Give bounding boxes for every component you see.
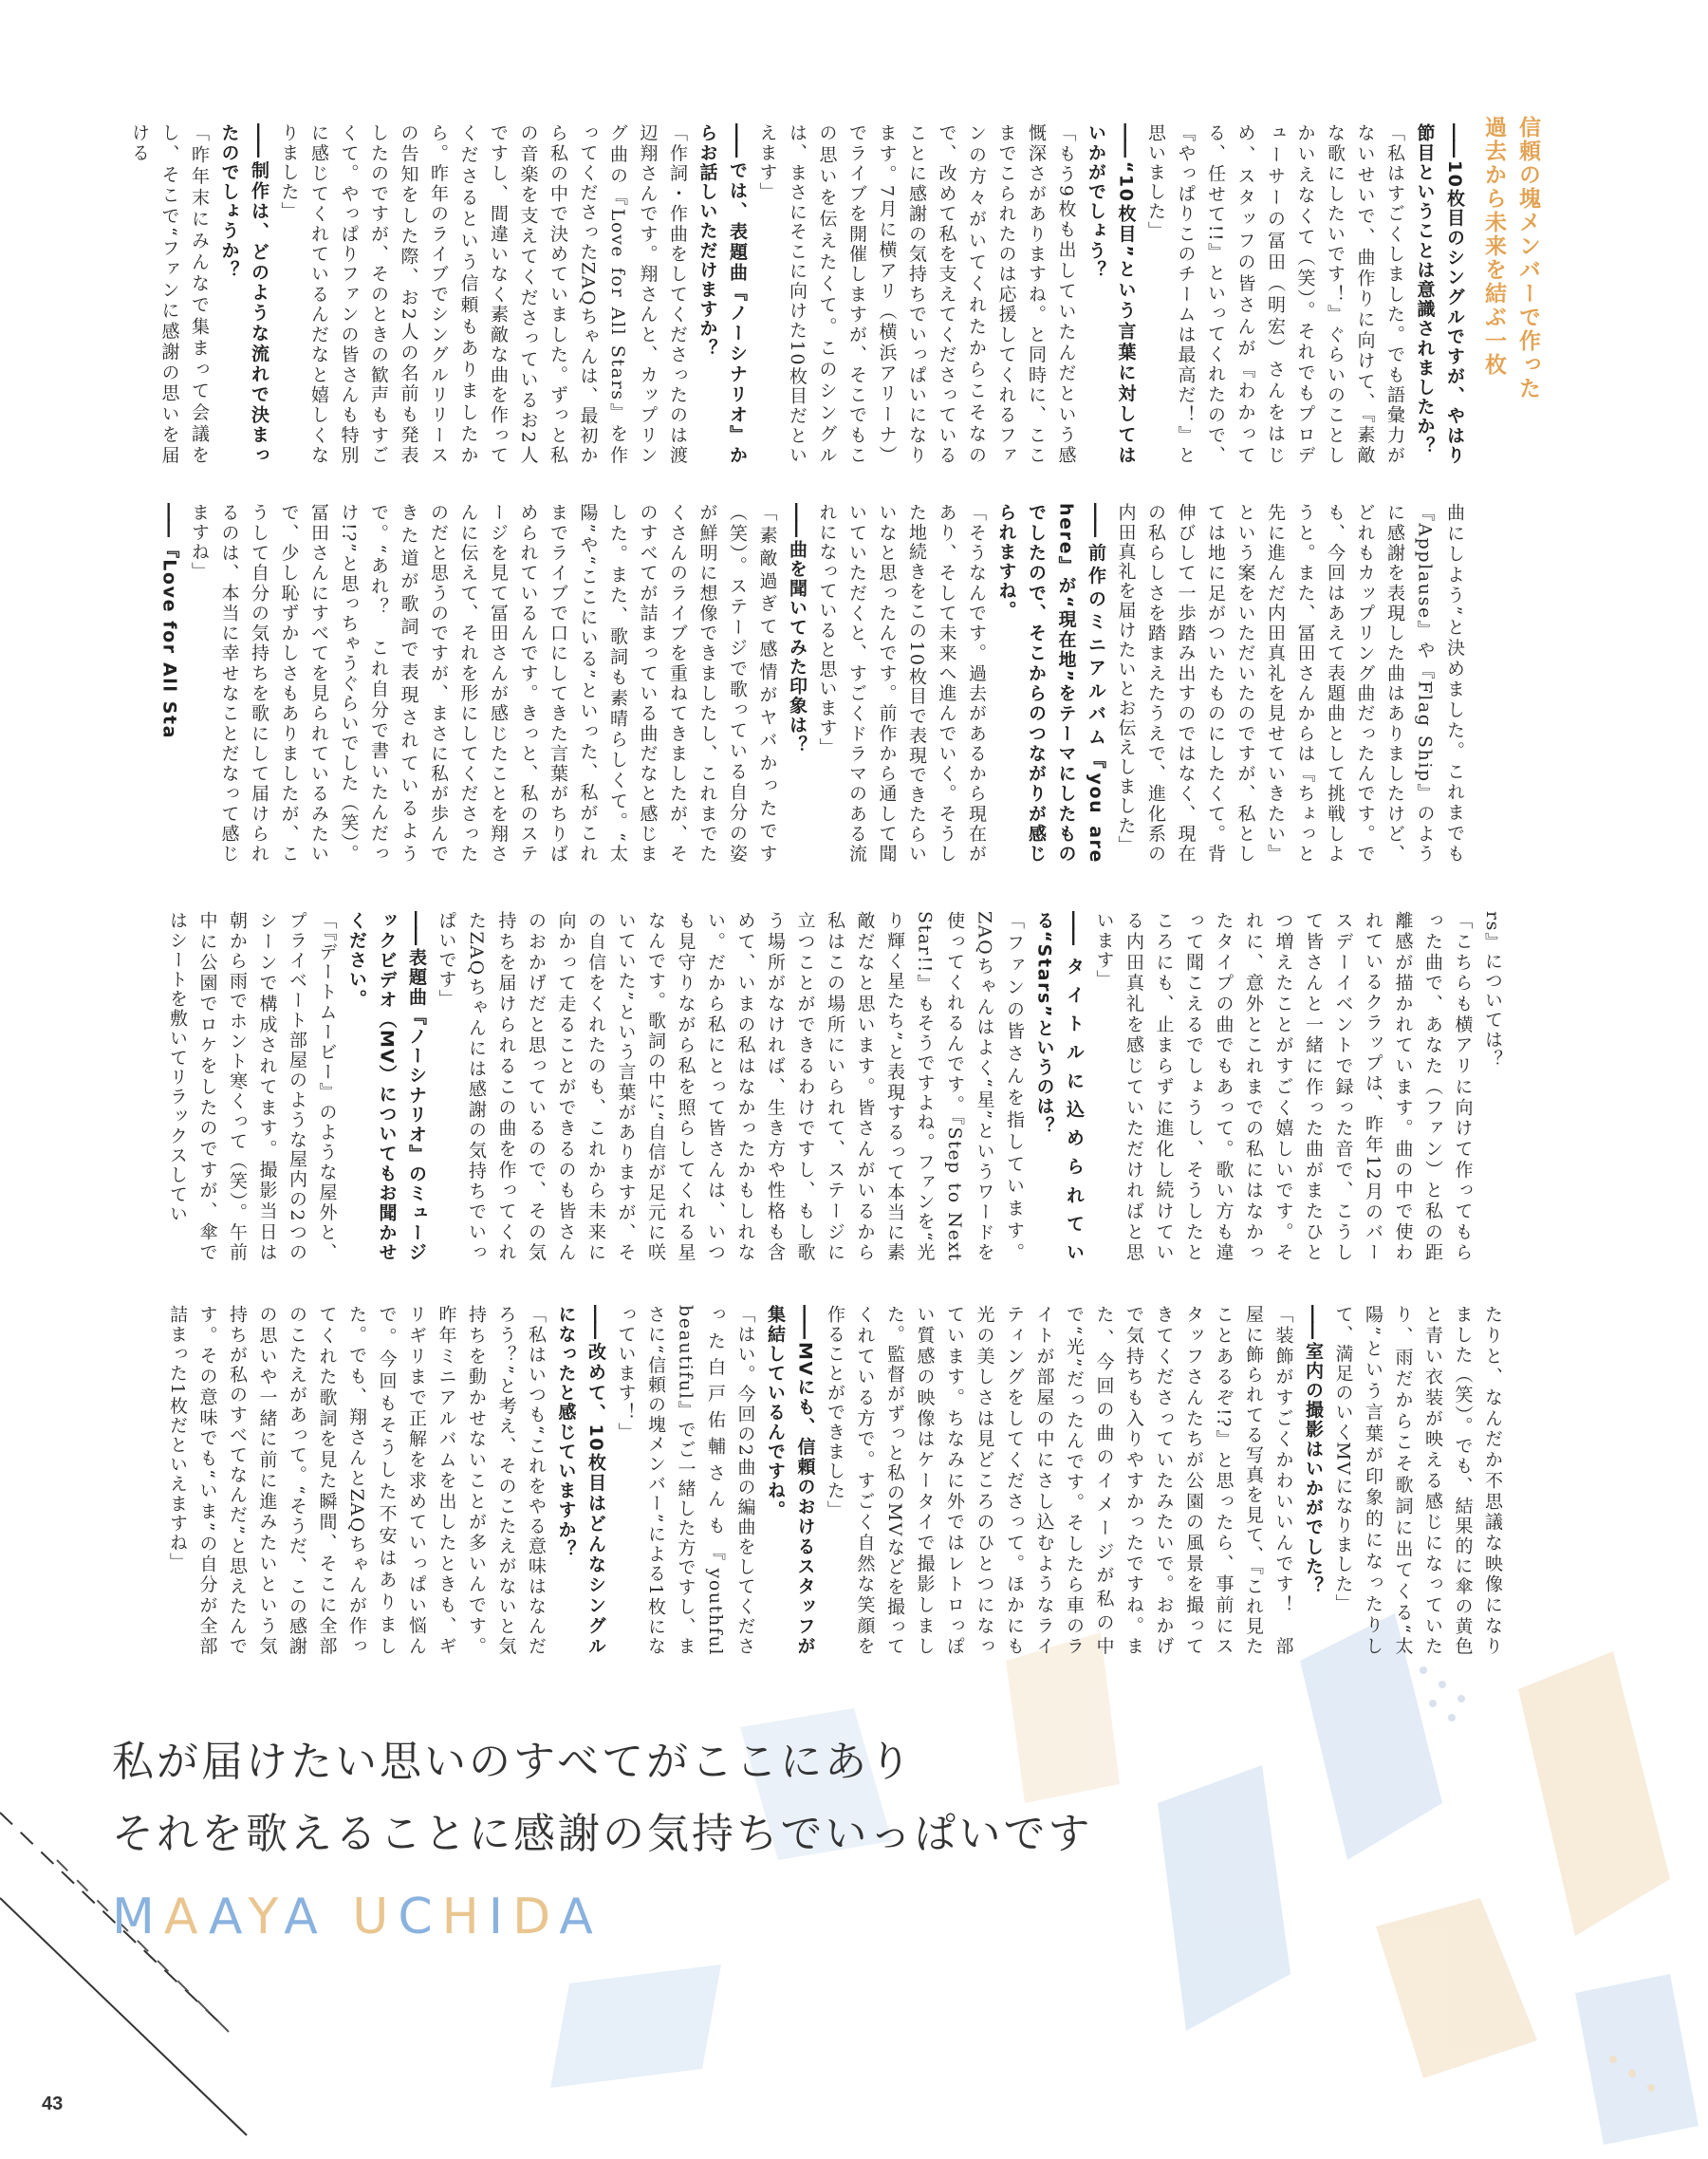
lead-line-1: 私が届けたい思いのすべてがここにあり bbox=[112, 1738, 915, 1786]
artist-name bbox=[112, 1889, 603, 1945]
deco-peach-shape bbox=[1376, 1898, 1537, 2078]
artist-name-letter: A bbox=[559, 1889, 603, 1945]
interview-answer: 「素敵過ぎて感情がヤバかったです（笑）。ステージで歌っている自分の姿が鮮明に想像できましたし、これまでたくさんのライブを重ねてきましたが、そのすべてが詰まっている曲だなと感じました。また、歌詞も素晴らしくて。“太陽”や“ここにいる”といった、私がこれまでライブで口にしてきた言葉がちりばめられているんです。きっと、私のステージを見て冨田さんが感じたことを翔さんに伝えて、それを形にしてくださったのだと思うのですが、まさに私が歩んできた道が歌詞で表現されているようで。“あれ？ これ自分で書いたんだっけ!?”と思っちゃうぐらいでした（笑）。冨田さんにすべてを見られているみたいで、少し恥ずかしさもありましたが、こうして自分の気持ちを歌にして届けられるのは、本当に幸せなことだなって感じますね」 bbox=[189, 503, 778, 864]
interview-question: ―― 10枚目のシングルですが、やはり節目ということは意識されましたか？ bbox=[1415, 123, 1466, 465]
heading-line-1: 信頼の塊メンバーで作った bbox=[1515, 116, 1540, 400]
lead-line-2: それを歌えることに感謝の気持ちでいっぱいです bbox=[112, 1810, 1093, 1858]
artist-name-letter: A bbox=[208, 1889, 249, 1945]
interview-answer: 「昨年末にみんなで集まって会議をし、そこで“ファンに感謝の思いを届ける bbox=[129, 123, 210, 465]
deco-peach-shape bbox=[1518, 1651, 1670, 1936]
deco-peach-shape bbox=[1006, 1632, 1120, 1803]
deco-blue-shape bbox=[1158, 1765, 1290, 2031]
interview-answer: 「私はいつも“これをやる意味はなんだろう？”と考え、そのこたえがないと気持ちを動かせないことが多いんです。昨年ミニアルバムを出したときも、ギリギリまで正解を求めていっぱい悩んで。今回もそうした不安はありました。でも、翔さんとZAQちゃんが作ってくれた歌詞を見た瞬間、そこに全部のこたえがあって。“そうだ、この感謝の思いや一緒に前に進みたいという気持ちが私のすべてなんだ”と思えたんです。その意味でも“いま”の自分が全部詰まった1枚だといえますね」 bbox=[167, 1305, 547, 1656]
artist-name-letter: D bbox=[512, 1889, 560, 1945]
artist-name-letter: M bbox=[112, 1889, 164, 1945]
interview-answer: たりと、なんだか不思議な映像になりました（笑）。でも、結果的に傘の黄色と青い衣装が映える感じになっていたり、雨だからこそ歌詞に出てくる“太陽”という言葉が印象的になったりして、満足のいくMVになりました」 bbox=[1332, 1305, 1503, 1656]
interview-answer: 「私はすごくしました。でも語彙力がないせいで、曲作りに向けて、『素敵な歌にしたいです！』ぐらいのことしかいえなくて（笑）。それでもプロデューサーの冨田（明宏）さんをはじめ、スタッフの皆さんが『わかってる、任せて!!』といってくれたので、『やっぱりこのチームは最高だ！』と思いました」 bbox=[1145, 123, 1405, 465]
interview-question: ―― 改めて、10枚目はどんなシングルになったと感じていますか？ bbox=[556, 1305, 607, 1656]
artist-name-letter: I bbox=[488, 1889, 513, 1945]
deco-dot-cluster bbox=[1647, 2084, 1655, 2092]
artist-name-letter: Y bbox=[248, 1889, 285, 1945]
interview-answer: 「作詞・作曲をしてくださったのは渡辺翔さんです。翔さんと、カップリング曲の『Love for All Stars』を作ってくださったZAQちゃんは、最初から私の中で決めていました。ずっと私の音楽を支えてくださっているお2人ですし、間違いなく素敵な曲を作ってくださるという信頼もありましたから。昨年のライブでシングルリリースの告知をした際、お2人の名前も発表したのですが、そのときの歓声もすごくて。やっぱりファンの皆さんも特別に感じてくれているんだなと嬉しくなりました」 bbox=[278, 123, 688, 465]
interview-question: ―― 前作のミニアルバム『you are here』が“現在地”をテーマにしたものでしたので、そこからのつながりが感じられますね。 bbox=[996, 503, 1107, 864]
artist-name-letter: A bbox=[284, 1889, 327, 1945]
interview-answer: 「装飾がすごくかわいいんです！ 部屋に飾られてる写真を見て、『これ見たことあるぞ!?』と思ったら、事前にスタッフさんたちが公園の風景を撮ってきてくださっていたみたいで。おかげで気持ちも入りやすかったですね。また、今回の曲のイメージが私の中で“光”だったんです。そしたら車のライトが部屋の中にさし込むようなライティングをしてくださって。ほかにも光の美しさは見どころのひとつになっています。ちなみに外ではレトロっぽい質感の映像はケータイで撮影しました。監督がずっと私のMVなどを撮ってくれている方で。すごく自然な笑顔を作ることができました」 bbox=[825, 1305, 1294, 1656]
interview-answer: rs』については？ bbox=[1482, 911, 1503, 1070]
article-heading bbox=[1476, 116, 1545, 476]
artist-name-letter: A bbox=[163, 1889, 209, 1945]
deco-dot-cluster bbox=[1448, 1714, 1456, 1722]
deco-dot-cluster bbox=[1609, 2056, 1617, 2063]
artist-name-letter: H bbox=[441, 1889, 489, 1945]
artist-name-letter: U bbox=[352, 1889, 399, 1945]
interview-question: ―― “10枚目”という言葉に対してはいかがでしょう？ bbox=[1086, 123, 1137, 465]
deco-blue-shape bbox=[550, 1964, 721, 2088]
deco-dot-cluster bbox=[1429, 1700, 1437, 1707]
deco-blue-shape bbox=[1575, 1974, 1699, 2145]
interview-question: ―― 表題曲『ノーシナリオ』のミュージックビデオ（MV）についてもお聞かせください。 bbox=[346, 911, 427, 1262]
text-column bbox=[102, 123, 1469, 465]
heading-line-2: 過去から未来を結ぶ一枚 bbox=[1481, 116, 1506, 377]
page-number: 43 bbox=[42, 2094, 64, 2114]
interview-question: ―― 制作は、どのような流れで決まったのでしょうか？ bbox=[219, 123, 270, 465]
interview-answer: 「こちらも横アリに向けて作ってもらった曲で、あなた（ファン）と私の距離感が描かれています。曲の中で使われているクラップは、昨年12月のバースデーイベントで録った音で、こうして皆さんと一緒に作った曲がまたひとつ増えたことがすごく嬉しいです。それに、意外とこれまでの私にはなかったタイプの曲でもあって。歌い方も違って聞こえるでしょうし、そうしたところにも、止まらずに進化し続けている内田真礼を感じていただければと思います」 bbox=[1093, 911, 1474, 1262]
interview-answer: 曲にしよう”と決めました。これまでも『Applause』や『Flag Ship』のように感謝を表現した曲はありましたけど、どれもカップリング曲だったんです。でも、今回はあえて表題曲として挑戦しようと。また、冨田さんからは『ちょっと先に進んだ内田真礼を見せていきたい』という案をいただいたのですが、私としては地に足がついたものにしたくて。背伸びして一歩踏み出すのではなく、現在の私らしさを踏まえたうえで、進化系の内田真礼を届けたいとお伝えしました」 bbox=[1115, 503, 1465, 864]
interview-question: ―― MVにも、信頼のおけるスタッフが集結しているんですね。 bbox=[765, 1305, 816, 1656]
interview-question: ―― タイトルに込められている“Stars”というのは？ bbox=[1034, 911, 1086, 1262]
text-column bbox=[102, 1305, 1507, 1656]
interview-question: ―― 『Love for All Sta bbox=[159, 503, 180, 739]
deco-dot-cluster bbox=[1439, 1681, 1446, 1688]
interview-question: ―― では、表題曲『ノーシナリオ』からお話しいただけますか？ bbox=[697, 123, 749, 465]
artist-name-letter bbox=[327, 1889, 353, 1945]
deco-dot-cluster bbox=[1420, 1666, 1427, 1674]
text-column bbox=[102, 911, 1507, 1262]
interview-question: ―― 室内の撮影はいかがでした？ bbox=[1303, 1305, 1324, 1595]
interview-answer: 「ファンの皆さんを指しています。ZAQちゃんはよく“星”というワードを使ってくれるんです。『Step to Next Star!!』もそうですよね。ファンを“光り輝く星たち”と表現するって本当に素敵だなと思います。皆さんがいるから私はこの場所にいられて、ステージに立つことができるわけですし、もし歌う場所がなければ、生き方や性格も含めて、いまの私はなかったかもしれない。だから私にとって皆さんは、いつも見守りながら私を照らしてくれる星なんです。歌詞の中に“自信が足元に咲いていた”という言葉がありますが、その自信をくれたのも、これから未来に向かって走ることができるのも皆さんのおかげだと思っているので、その気持ちを届けられるこの曲を作ってくれたZAQちゃんには感謝の気持ちでいっぱいです」 bbox=[436, 911, 1025, 1262]
text-column bbox=[102, 503, 1469, 864]
interview-question: ―― 曲を聞いてみた印象は？ bbox=[787, 503, 808, 754]
interview-answer: 「もう9枚も出していたんだという感慨深さがありますね。と同時に、ここまでこられたのは応援してくれるファンの方々がいてくれたからこそなので、改めて私を支えてくださっていることに感謝の気持ちでいっぱいになります。7月に横アリ（横浜アリーナ）でライブを開催しますが、そこでもこの思いを伝えたくて。このシングルは、まさにそこに向けた10枚目だといえます」 bbox=[756, 123, 1077, 465]
deco-dot-cluster bbox=[1628, 2070, 1636, 2077]
interview-answer: 「『デートムービー』のような屋外と、プライベート部屋のような屋内の2つのシーンで構成されてます。撮影当日は朝から雨でホント寒くって（笑）。午前中に公園でロケをしたのですが、傘ではシートを敷いてリラックスしてい bbox=[167, 911, 338, 1262]
interview-answer: 「そうなんです。過去があるから現在があり、そして未来へ進んでいく。そうした地続きをこの10枚目で表現できたらいいなと思ったんです。前作から通して聞いていただくと、すごくドラマのある流れになっていると思います」 bbox=[816, 503, 987, 864]
deco-dot-cluster bbox=[1457, 1695, 1465, 1703]
interview-answer: 「はい。今回の2曲の編曲をしてくださった白戸佑輔さんも『youthful beautiful』でご一緒した方ですし、まさに“信頼の塊メンバー”による1枚になっています！」 bbox=[615, 1305, 756, 1656]
artist-name-letter: C bbox=[398, 1889, 442, 1945]
